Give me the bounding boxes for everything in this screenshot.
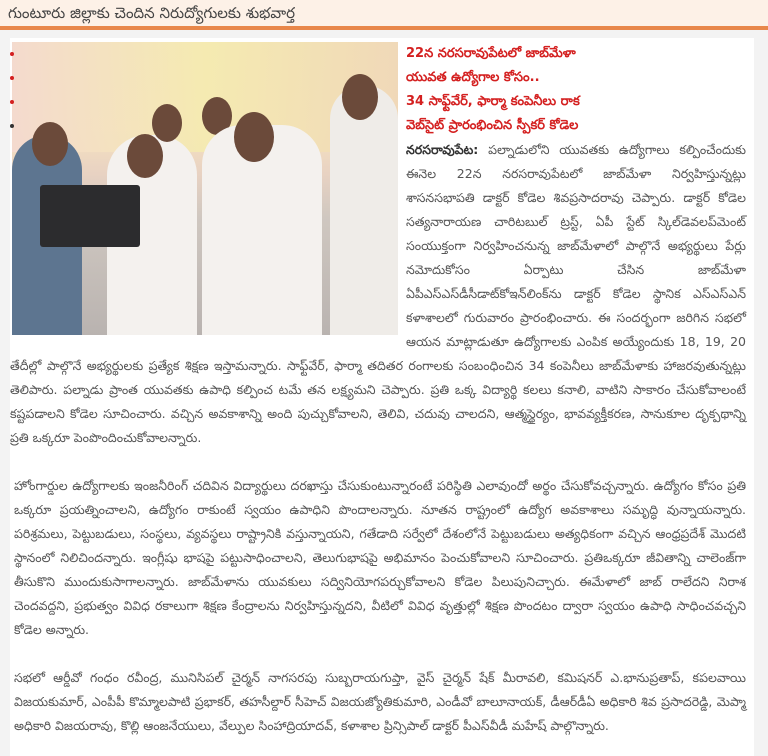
dateline: నరసరావుపేట: xyxy=(406,142,479,157)
highlight-item: 34 సాఫ్ట్‌వేర్, ఫార్మా కంపెనీలు రాక xyxy=(10,90,754,114)
article-paragraph: సభలో ఆర్డీవో గంధం రవీంద్ర, మునిసిపల్ చైర్మన్ నాగసరపు సుబ్బరాయగుప్తా, వైస్ చైర్మన్ షేక్ మీరావలి, కమిషనర్ ఎ.భానుప్రతాప్, కపలవాయి విజయకుమార్, ఎంపీపీ కొమ్మాలపాటి ప్రభాకర్, తహసీల్దార్ సీహెచ్ విజయజ్యోతికుమారి, ఎండీవో బాలూనాయక్, డీఆర్‌డీఏ అధికారి శివ ప్రసాదరెడ్డి, మెప్మా అధికారి విజయరావు, కొల్లి ఆంజనేయులు, వేల్పుల సింహాద్రియాదవ్, కళాశాల ప్రిన్సిపాల్ డాక్టర్ పీఎస్‌వీడీ మహేష్ పాల్గొన్నారు. xyxy=(14,670,746,733)
laptop xyxy=(40,185,140,247)
highlight-item: వెబ్‌సైట్ ప్రారంభించిన స్పీకర్ కోడెల xyxy=(10,114,754,138)
article xyxy=(10,38,754,756)
highlights-list xyxy=(10,38,754,138)
highlight-item: 22న నరసరావుపేటలో జాబ్‌మేళా xyxy=(10,42,754,66)
page-title: గుంటూరు జిల్లాకు చెందిన నిరుద్యోగులకు శుభవార్త xyxy=(8,4,296,22)
article-paragraph: హోంగార్డుల ఉద్యోగాలకు ఇంజనీరింగ్ చదివిన విద్యార్థులు దరఖాస్తు చేసుకుంటున్నారంటే పరిస్థితి ఎలావుందో అర్థం చేసుకోవచ్చన్నారు. ఉద్యోగం కోసం ప్రతి ఒక్కరూ ప్రయత్నించాలని, ఉద్యోగం రాకుంటే స్వయం ఉపాధిని పొందాలన్నారు. నూతన రాష్ట్రంలో ఉద్యోగ అవకాశాలు సమృద్ధి వున్నాయన్నారు. పరిశ్రమలు, పెట్టుబడులు, సంస్థలు, వ్యవస్థలు రాష్ట్రానికి వస్తున్నాయని, గతేడాది సర్వేలో దేశంలోనే పెట్టుబడులు అత్యధికంగా వచ్చిన ఆంధ్రప్రదేశ్ మొదటి స్థానంలో నిలిచిందన్నారు. ఇంగ్లీషు భాషపై పట్టుసాధించాలని, తెలుగుభాషపై అభిమానం పెంచుకోవాలని సూచించారు. ప్రతిఒక్కరూ జీవితాన్ని చాలెంజ్‌గా తీసుకొని ముందుకుసాగాలన్నారు. జాబ్‌మేళాను యువకులు సద్వినియోగపర్చుకోవాలని కోడెల పిలుపునిచ్చారు. ఈమేళాలో జాబ్ రాలేదని నిరాశ చెందవద్దని, ప్రభుత్వం వివిధ రకాలుగా శిక్షణ కేంద్రాలను నిర్వహిస్తున్నదని, వీటిలో వివిధ వృత్తుల్లో శిక్షణ పొందటం ద్వారా స్వయం ఉపాధి సాధించవచ్చని కోడెల అన్నారు. xyxy=(14,478,746,637)
paragraph-text: పల్నాడులోని యువతకు ఉద్యోగాలు కల్పించేందుకు ఈనెల 22న నరసరావుపేటలో జాబ్‌మేళా నిర్వహిస్తున్నట్లు శాసనసభాపతి డాక్టర్ కోడెల శివప్రసాదరావు చెప్పారు. డాక్టర్ కోడెల సత్యనారాయణ చారిటబుల్ ట్రస్ట్, ఏపీ స్టేట్ స్కిల్‌డెవలప్‌మెంట్ సంయుక్తంగా నిర్వహించనున్న జాబ్‌మేళాలో పాల్గొనే అభ్యర్థులు పేర్లు నమోదుకోసం ఏర్పాటు చేసిన జాబ్‌మేళా ఏపీఎస్ఎస్‌డీసీడాట్‌కోఇన్‌లింక్‌ను డాక్టర్ కోడెల స్థానిక ఎస్ఎస్ఎన్ కళాశాలలో గురువారం ప్రారంభించారు. ఈ సందర్భంగా జరిగిన సభలో ఆయన మాట్లాడుతూ ఉద్యోగాలకు ఎంపిక అయ్యేందుకు 18, 19, 20 తేదీల్లో పాల్గొనే అభ్యర్థులకు ప్రత్యేక శిక్షణ ఇస్తామన్నారు. సాఫ్ట్‌వేర్, ఫార్మా తదితర రంగాలకు సంబంధించిన 34 కంపెనీలు జాబ్‌మేళాకు హాజరవుతున్నట్లు తెలిపారు. పల్నాడు ప్రాంత యువతకు ఉపాధి కల్పించ టమే తన లక్ష్యమని చెప్పారు. ప్రతి ఒక్క విద్యార్థి కలలు కనాలి, వాటిని సాకారం చేసుకోవాలంటే కష్టపడాలని కోడెల సూచించారు. వచ్చిన అవకాశాన్ని అంది పుచ్చుకోవాలని, తెలివి, చదువు చాలదని, ఆత్మస్థైర్యం, భావవ్యక్తీకరణ, సానుకూల దృక్పథాన్ని ప్రతి ఒక్కరూ పెంపొందించుకోవాలన్నారు. xyxy=(10,142,746,445)
highlight-item: యువత ఉద్యోగాల కోసం.. xyxy=(10,66,754,90)
page-header xyxy=(0,0,768,30)
